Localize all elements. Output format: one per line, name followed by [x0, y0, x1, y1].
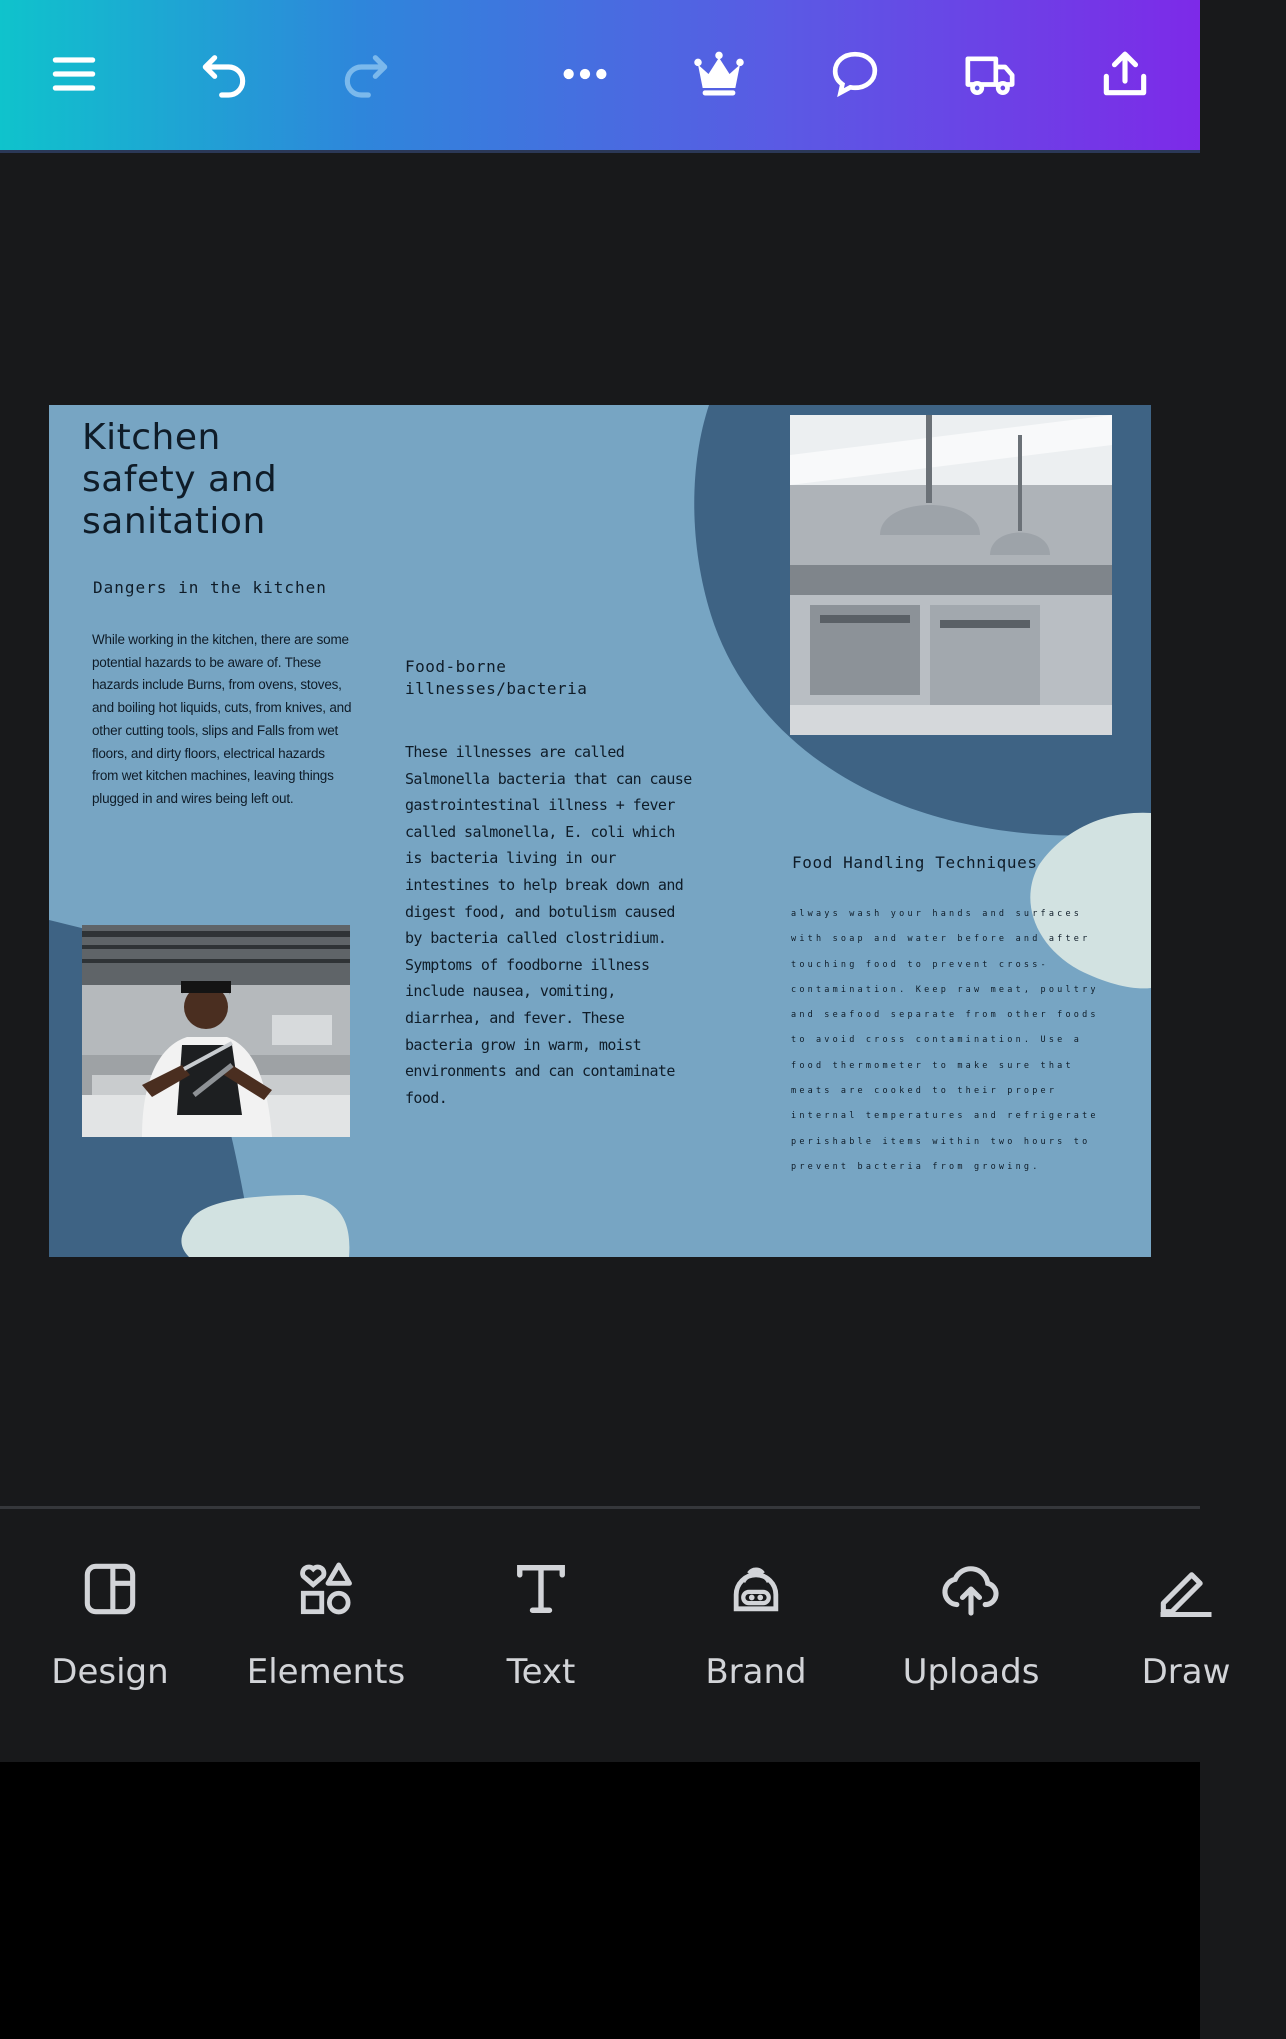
dock-uploads[interactable] [871, 1509, 1071, 1762]
section1-body[interactable]: While working in the kitchen, there are some potential hazards to be aware of. These hazards include Burns, from ovens, stoves, and boiling hot liquids, cuts, from knives, and other cutting tools, slips and Falls from wet floors, and dirty floors, electrical hazards from wet kitchen machines, leaving things plugged in and wires being left out. [92, 632, 352, 806]
elements-icon [292, 1555, 360, 1623]
draw-icon [1152, 1555, 1220, 1623]
undo-button[interactable] [189, 39, 259, 109]
screen-bottom [0, 1762, 1200, 2039]
toolbar-divider [0, 150, 1200, 153]
truck-icon [962, 46, 1018, 102]
comment-icon [827, 46, 883, 102]
dock-brand[interactable] [656, 1509, 856, 1762]
section3-heading[interactable]: Food Handling Techniques [792, 853, 1038, 872]
section1-heading[interactable]: Dangers in the kitchen [93, 578, 327, 597]
dock-elements[interactable] [226, 1509, 426, 1762]
crown-icon [691, 46, 747, 102]
undo-icon [196, 46, 252, 102]
dock-design-label: Design [51, 1652, 169, 1692]
dock-draw-label: Draw [1141, 1652, 1231, 1692]
brand-icon [722, 1555, 790, 1623]
design-title[interactable]: Kitchen safety and sanitation [82, 417, 278, 542]
section2-heading[interactable]: Food-borne illnesses/bacteria [405, 657, 588, 698]
design-icon [76, 1555, 144, 1623]
dock-brand-label: Brand [705, 1652, 807, 1692]
dock-uploads-label: Uploads [902, 1652, 1040, 1692]
menu-button[interactable] [39, 39, 109, 109]
section3-body[interactable]: always wash your hands and surfaces with soap and water before and after touching food to prevent cross-contamination. Keep raw meat, poultry and seafood separate from other foods to avoid cross contamination. Use a food thermometer to make sure that meats are cooked to their proper internal temperatures and refrigerate perishable items within two hours to prevent bacteria from growing. [791, 909, 1099, 1172]
top-toolbar [0, 0, 1200, 150]
bottom-dock [0, 1509, 1231, 1762]
comment-button[interactable] [820, 39, 890, 109]
kitchen-image [790, 415, 1112, 735]
dock-text-label: Text [506, 1652, 576, 1692]
more-icon [557, 46, 613, 102]
dock-text[interactable] [441, 1509, 641, 1762]
section2-body[interactable]: These illnesses are called Salmonella bacteria that can cause gastrointestinal illness + fever called salmonella, E. coli which is bacteria living in our intestines to help break down and digest food, and botulism caused by bacteria called clostridium. Symptoms of foodborne illness include nausea, vomiting, diarrhea, and fever. These bacteria grow in warm, moist environments and can contaminate food. [405, 743, 692, 1107]
redo-button[interactable] [331, 39, 401, 109]
kitchen-photo[interactable] [790, 415, 1112, 735]
dock-design[interactable] [10, 1509, 210, 1762]
print-delivery-button[interactable] [955, 39, 1025, 109]
share-icon [1097, 46, 1153, 102]
dock-elements-label: Elements [246, 1652, 406, 1692]
menu-icon [46, 46, 102, 102]
chef-image [82, 925, 350, 1137]
premium-button[interactable] [684, 39, 754, 109]
text-icon [507, 1555, 575, 1623]
design-page[interactable] [49, 405, 1151, 1257]
more-button[interactable] [550, 39, 620, 109]
share-button[interactable] [1090, 39, 1160, 109]
redo-icon [338, 46, 394, 102]
dock-draw[interactable] [1086, 1509, 1286, 1762]
chef-photo[interactable] [82, 925, 350, 1137]
uploads-icon [937, 1555, 1005, 1623]
